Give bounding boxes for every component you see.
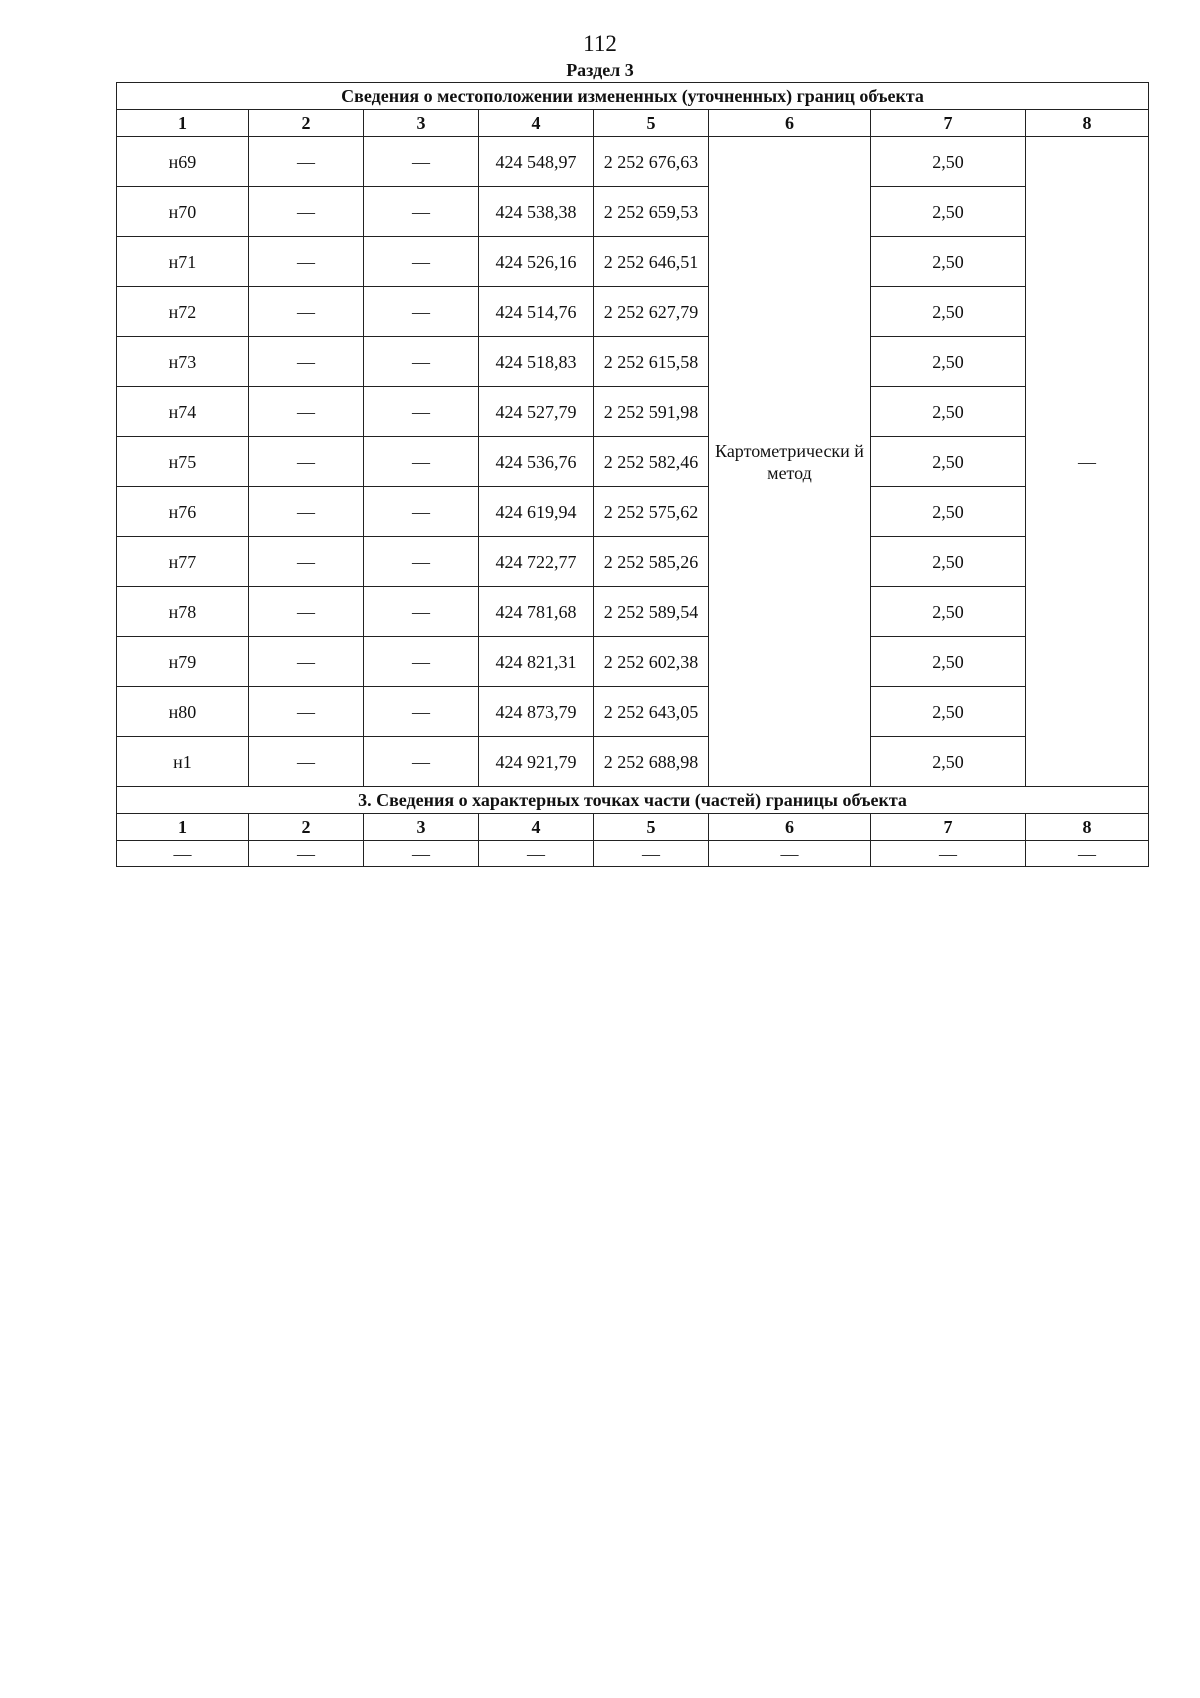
accuracy-cell: 2,50	[871, 587, 1026, 637]
subsection-title: 3. Сведения о характерных точках части (частей) границы объекта	[117, 787, 1149, 814]
column-header: 4	[479, 110, 594, 137]
column2-cell: —	[249, 137, 364, 187]
point-cell: н76	[117, 487, 249, 537]
point-cell: н80	[117, 687, 249, 737]
point-cell: н77	[117, 537, 249, 587]
dash-cell: —	[249, 841, 364, 867]
x-coordinate-cell: 424 781,68	[479, 587, 594, 637]
column3-cell: —	[364, 487, 479, 537]
column3-cell: —	[364, 287, 479, 337]
dash-cell: —	[871, 841, 1026, 867]
subsection-title-row	[117, 787, 1149, 814]
column-header: 5	[594, 814, 709, 841]
column3-cell: —	[364, 387, 479, 437]
x-coordinate-cell: 424 619,94	[479, 487, 594, 537]
table-row	[117, 687, 1149, 737]
column-header: 7	[871, 814, 1026, 841]
column3-cell: —	[364, 687, 479, 737]
column2-cell: —	[249, 237, 364, 287]
table-row	[117, 487, 1149, 537]
column2-cell: —	[249, 387, 364, 437]
section-label: Раздел 3	[566, 60, 634, 80]
table-row	[117, 237, 1149, 287]
y-coordinate-cell: 2 252 585,26	[594, 537, 709, 587]
point-cell: н74	[117, 387, 249, 437]
y-coordinate-cell: 2 252 688,98	[594, 737, 709, 787]
column2-cell: —	[249, 637, 364, 687]
column-header: 7	[871, 110, 1026, 137]
column2-cell: —	[249, 537, 364, 587]
column2-cell: —	[249, 737, 364, 787]
boundary-table-body	[117, 83, 1149, 867]
dash-cell: —	[1026, 841, 1149, 867]
x-coordinate-cell: 424 514,76	[479, 287, 594, 337]
point-cell: н71	[117, 237, 249, 287]
column2-cell: —	[249, 337, 364, 387]
column3-cell: —	[364, 537, 479, 587]
dash-cell: —	[364, 841, 479, 867]
accuracy-cell: 2,50	[871, 537, 1026, 587]
column8-cell: —	[1026, 137, 1149, 787]
y-coordinate-cell: 2 252 676,63	[594, 137, 709, 187]
column3-cell: —	[364, 637, 479, 687]
column2-cell: —	[249, 187, 364, 237]
x-coordinate-cell: 424 527,79	[479, 387, 594, 437]
subsection-header-row	[117, 814, 1149, 841]
accuracy-cell: 2,50	[871, 137, 1026, 187]
column-header: 2	[249, 814, 364, 841]
column2-cell: —	[249, 587, 364, 637]
y-coordinate-cell: 2 252 591,98	[594, 387, 709, 437]
table-row	[117, 387, 1149, 437]
dash-cell: —	[479, 841, 594, 867]
column-header: 6	[709, 814, 871, 841]
x-coordinate-cell: 424 873,79	[479, 687, 594, 737]
x-coordinate-cell: 424 821,31	[479, 637, 594, 687]
column3-cell: —	[364, 337, 479, 387]
y-coordinate-cell: 2 252 643,05	[594, 687, 709, 737]
table-row	[117, 537, 1149, 587]
table-title: Сведения о местоположении измененных (уточненных) границ объекта	[117, 83, 1149, 110]
point-cell: н72	[117, 287, 249, 337]
point-cell: н78	[117, 587, 249, 637]
column-header: 1	[117, 814, 249, 841]
accuracy-cell: 2,50	[871, 437, 1026, 487]
subsection-row	[117, 841, 1149, 867]
point-cell: н79	[117, 637, 249, 687]
accuracy-cell: 2,50	[871, 387, 1026, 437]
x-coordinate-cell: 424 548,97	[479, 137, 594, 187]
accuracy-cell: 2,50	[871, 737, 1026, 787]
accuracy-cell: 2,50	[871, 337, 1026, 387]
column-header: 3	[364, 110, 479, 137]
x-coordinate-cell: 424 526,16	[479, 237, 594, 287]
column-header: 5	[594, 110, 709, 137]
column3-cell: —	[364, 737, 479, 787]
accuracy-cell: 2,50	[871, 637, 1026, 687]
column-header: 8	[1026, 814, 1149, 841]
accuracy-cell: 2,50	[871, 487, 1026, 537]
column3-cell: —	[364, 437, 479, 487]
x-coordinate-cell: 424 722,77	[479, 537, 594, 587]
table-row	[117, 187, 1149, 237]
column-header: 2	[249, 110, 364, 137]
column-header: 3	[364, 814, 479, 841]
column-header: 6	[709, 110, 871, 137]
dash-cell: —	[117, 841, 249, 867]
accuracy-cell: 2,50	[871, 187, 1026, 237]
column2-cell: —	[249, 487, 364, 537]
x-coordinate-cell: 424 518,83	[479, 337, 594, 387]
method-cell: Картометрически й метод	[709, 137, 871, 787]
x-coordinate-cell: 424 536,76	[479, 437, 594, 487]
accuracy-cell: 2,50	[871, 287, 1026, 337]
y-coordinate-cell: 2 252 646,51	[594, 237, 709, 287]
column-header: 4	[479, 814, 594, 841]
point-cell: н69	[117, 137, 249, 187]
y-coordinate-cell: 2 252 575,62	[594, 487, 709, 537]
dash-cell: —	[709, 841, 871, 867]
table-row	[117, 587, 1149, 637]
page-number: 112	[583, 31, 617, 56]
table-row	[117, 737, 1149, 787]
table-row	[117, 437, 1149, 487]
y-coordinate-cell: 2 252 582,46	[594, 437, 709, 487]
table-row	[117, 137, 1149, 187]
table-row	[117, 287, 1149, 337]
point-cell: н75	[117, 437, 249, 487]
column2-cell: —	[249, 437, 364, 487]
accuracy-cell: 2,50	[871, 237, 1026, 287]
table-header-row	[117, 110, 1149, 137]
accuracy-cell: 2,50	[871, 687, 1026, 737]
column-header: 8	[1026, 110, 1149, 137]
column2-cell: —	[249, 287, 364, 337]
y-coordinate-cell: 2 252 627,79	[594, 287, 709, 337]
x-coordinate-cell: 424 921,79	[479, 737, 594, 787]
table-row	[117, 637, 1149, 687]
column-header: 1	[117, 110, 249, 137]
x-coordinate-cell: 424 538,38	[479, 187, 594, 237]
column3-cell: —	[364, 237, 479, 287]
table-row	[117, 337, 1149, 387]
y-coordinate-cell: 2 252 615,58	[594, 337, 709, 387]
point-cell: н70	[117, 187, 249, 237]
y-coordinate-cell: 2 252 589,54	[594, 587, 709, 637]
column3-cell: —	[364, 137, 479, 187]
y-coordinate-cell: 2 252 659,53	[594, 187, 709, 237]
dash-cell: —	[594, 841, 709, 867]
column2-cell: —	[249, 687, 364, 737]
point-cell: н1	[117, 737, 249, 787]
table-title-row	[117, 83, 1149, 110]
column3-cell: —	[364, 187, 479, 237]
column3-cell: —	[364, 587, 479, 637]
boundary-table	[116, 82, 1149, 867]
y-coordinate-cell: 2 252 602,38	[594, 637, 709, 687]
point-cell: н73	[117, 337, 249, 387]
